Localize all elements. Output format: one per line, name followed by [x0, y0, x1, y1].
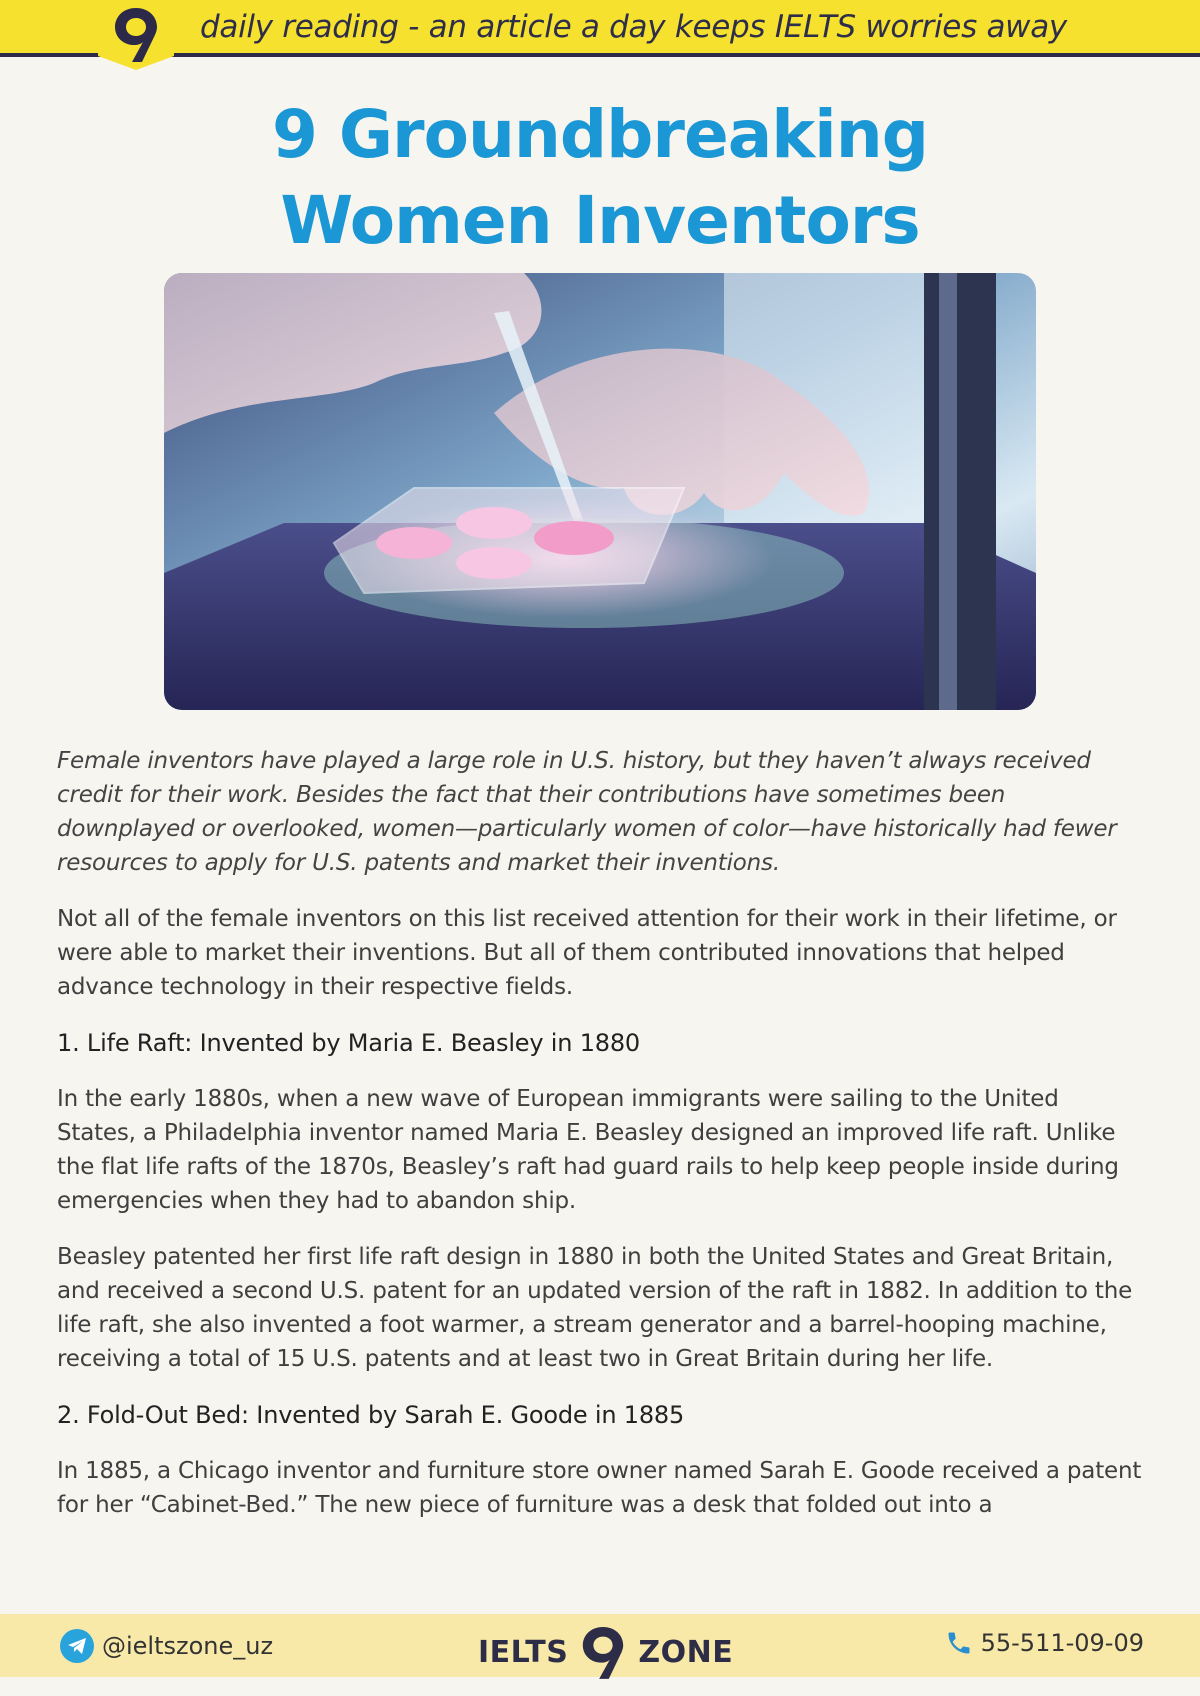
- brand-logo: [478, 1618, 733, 1686]
- article-paragraph: In 1885, a Chicago inventor and furniture store owner named Sarah E. Goode received a patent for her “Cabinet-Bed.” The new piece of furniture was a desk that folded out into a: [57, 1458, 1142, 1518]
- page-title: [0, 92, 1200, 264]
- telegram-icon: [60, 1629, 94, 1663]
- article-body: [57, 744, 1143, 1544]
- phone-number: 55-511-09-09: [980, 1629, 1144, 1657]
- phone-icon: [945, 1629, 973, 1657]
- telegram-handle[interactable]: [60, 1629, 273, 1663]
- brand-word-right: ZONE: [638, 1634, 734, 1670]
- title-line-1: 9 Groundbreaking: [271, 96, 929, 173]
- article-paragraph: In the early 1880s, when a new wave of European immigrants were sailing to the United States, a Philadelphia inventor named Maria E. Beasley designed an improved life raft. Unlike the flat life rafts of the 1870s, Beasley’s raft had guard rails to help keep people inside during emergencies when they had to abandon ship.: [57, 1086, 1119, 1214]
- article-paragraph: Beasley patented her first life raft design in 1880 in both the United States and Great Britain, and received a second U.S. patent for an updated version of the raft in 1882. In addition to the life raft, she also invented a foot warmer, a stream generator and a barrel-hooping machine, receiving a total of 15 U.S. patents and at least two in Great Britain during her life.: [57, 1244, 1133, 1372]
- article-intro: Female inventors have played a large role in U.S. history, but they haven’t always received credit for their work. Besides the fact that their contributions have sometimes been downplayed or overlooked, women—particularly women of color—have historically had fewer resources to apply for U.S. patents and market their inventions.: [57, 748, 1117, 876]
- handle-text: @ieltszone_uz: [102, 1632, 274, 1660]
- brand-9-icon: [578, 1621, 628, 1683]
- title-line-2: Women Inventors: [280, 182, 920, 259]
- footer-band: [0, 1614, 1200, 1677]
- ieltszone-logo-icon: [98, 0, 174, 70]
- section-heading-2: 2. Fold-Out Bed: Invented by Sarah E. Goode in 1885: [57, 1401, 685, 1429]
- header-tagline: daily reading - an article a day keeps IELTS worries away: [200, 9, 1067, 45]
- hero-image: [164, 273, 1036, 710]
- brand-word-left: IELTS: [478, 1634, 569, 1670]
- header-band: [0, 0, 1200, 57]
- section-heading-1: 1. Life Raft: Invented by Maria E. Beasley in 1880: [57, 1029, 640, 1057]
- article-paragraph: Not all of the female inventors on this list received attention for their work in their lifetime, or were able to market their inventions. But all of them contributed innovations that helped advance technology in their respective fields.: [57, 906, 1117, 1000]
- phone-contact[interactable]: [945, 1629, 1144, 1657]
